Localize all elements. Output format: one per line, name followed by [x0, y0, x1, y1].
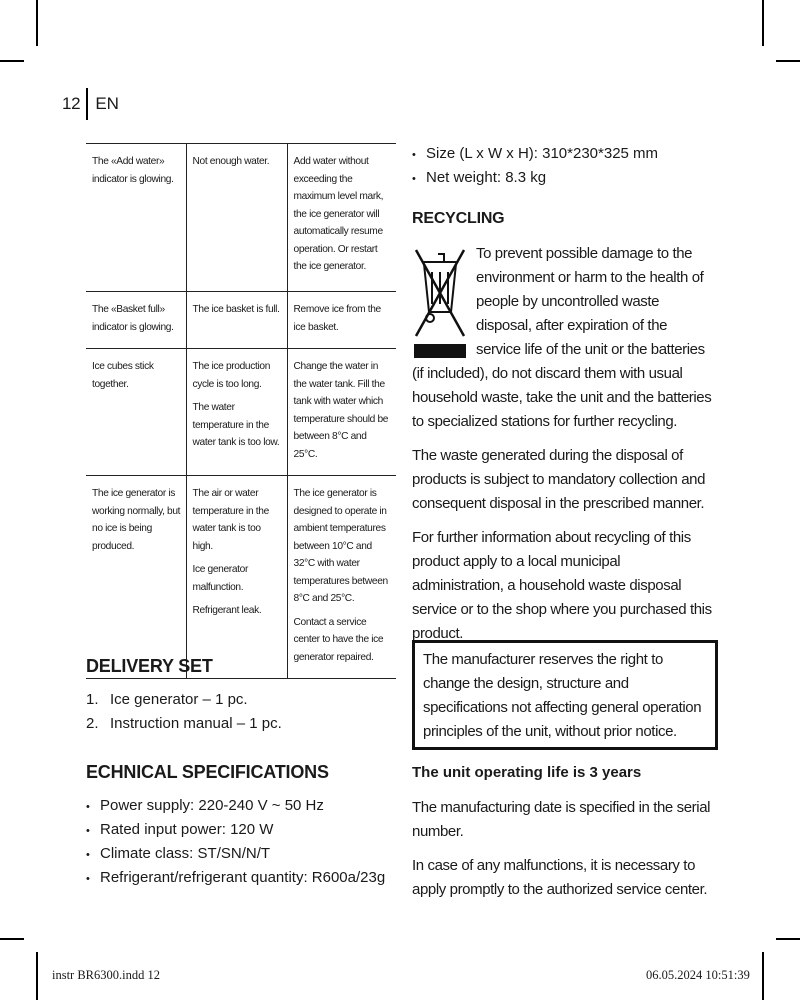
crop-mark — [36, 0, 38, 46]
cell-text: The ice production cycle is too long. — [192, 361, 271, 390]
cell-text: Contact a service center to have the ice generator repaired. — [293, 616, 384, 663]
footer-timestamp: 06.05.2024 10:51:39 — [646, 968, 750, 982]
manufacturing-date-text: The manufacturing date is specified in the serial number. — [412, 799, 711, 840]
service-info — [412, 796, 712, 912]
table-row — [86, 292, 396, 349]
troubleshooting-table — [86, 143, 396, 679]
cell-text: The «Add water» indicator is glowing. — [92, 156, 174, 185]
operating-life: The unit operating life is 3 years — [412, 764, 642, 781]
list-item: • Net weight: 8.3 kg — [412, 169, 547, 186]
table-cell-cause — [186, 349, 287, 476]
crossed-out-wheelie-bin-icon — [412, 244, 468, 362]
tech-specs-list-continued — [412, 142, 658, 190]
list-item: • Refrigerant/refrigerant quantity: R600a/23g — [86, 869, 386, 886]
delivery-set-title: DELIVERY SET — [86, 656, 213, 676]
table-cell-solution — [287, 292, 396, 349]
recycling-paragraph: For further information about recycling of this product apply to a local municipal administration, a household waste disposal service or to the shop where you purchased this product. — [412, 529, 712, 642]
crop-mark — [762, 0, 764, 46]
cell-text: The «Basket full» indicator is glowing. — [92, 304, 174, 333]
table-cell-solution — [287, 349, 396, 476]
table-row — [86, 349, 396, 476]
cell-text: Add water without exceeding the maximum level mark, the ice generator will automatically resume operation. Or restart the ice generator. — [293, 156, 384, 272]
table-cell-cause — [186, 476, 287, 679]
recycling-section — [412, 242, 712, 656]
recycling-paragraph: To prevent possible damage to the environment or harm to the health of people by uncontrolled waste disposal, after expiration of the service life of the unit or the batteries (if included), do not discard them with usual household waste, take the unit and the batteries to specialized stations for further recycling. — [412, 245, 712, 430]
page-header — [62, 88, 119, 120]
cell-text: Refrigerant leak. — [192, 605, 262, 616]
cell-text: Change the water in the water tank. Fill the tank with water which temperature should be between 8°C and 25°C. — [293, 361, 389, 460]
crop-mark — [776, 938, 800, 940]
cell-text: Remove ice from the ice basket. — [293, 304, 381, 333]
table-cell-problem — [86, 292, 186, 349]
crop-mark — [0, 938, 24, 940]
list-item: • Size (L x W x H): 310*230*325 mm — [412, 145, 659, 162]
table-row — [86, 476, 396, 679]
language-code: EN — [95, 94, 119, 113]
crop-mark — [776, 60, 800, 62]
delivery-set-list — [86, 688, 282, 736]
table-cell-problem — [86, 144, 186, 292]
table-row — [86, 144, 396, 292]
table-cell-solution — [287, 144, 396, 292]
tech-specs-list — [86, 794, 385, 890]
footer-file: instr BR6300.indd 12 — [52, 968, 160, 982]
list-item: 2. Instruction manual – 1 pc. — [86, 715, 282, 732]
list-item: • Power supply: 220-240 V ~ 50 Hz — [86, 797, 324, 814]
cell-text: Not enough water. — [192, 156, 270, 167]
recycling-paragraph: The waste generated during the disposal of products is subject to mandatory collection and consequent disposal in the prescribed manner. — [412, 447, 706, 512]
header-divider — [86, 88, 88, 120]
recycling-title: RECYCLING — [412, 210, 505, 227]
table-cell-cause — [186, 144, 287, 292]
cell-text: The ice generator is working normally, but no ice is being produced. — [92, 488, 181, 552]
crop-mark — [762, 952, 764, 1000]
list-item: • Climate class: ST/SN/N/T — [86, 845, 271, 862]
cell-text: The water temperature in the water tank is too low. — [192, 402, 280, 448]
table-cell-problem — [86, 476, 186, 679]
list-item: • Rated input power: 120 W — [86, 821, 274, 838]
cell-text: Ice cubes stick together. — [92, 361, 154, 390]
table-cell-cause — [186, 292, 287, 349]
malfunction-text: In case of any malfunctions, it is necessary to apply promptly to the authorized service center. — [412, 857, 708, 898]
page-number: 12 — [62, 94, 81, 113]
list-item: 1. Ice generator – 1 pc. — [86, 691, 248, 708]
manufacturer-notice-box: The manufacturer reserves the right to change the design, structure and specifications not affecting general operation principles of the unit, without prior notice. — [412, 640, 718, 750]
cell-text: The ice basket is full. — [192, 304, 280, 315]
cell-text: The air or water temperature in the water tank is too high. — [192, 488, 269, 552]
crop-mark — [36, 952, 38, 1000]
crop-mark — [0, 60, 24, 62]
tech-specs-title: ECHNICAL SPECIFICATIONS — [86, 762, 329, 782]
cell-text: The ice generator is designed to operate in ambient temperatures between 10°C and 32°C with water temperatures between 8°C and 25°C. — [293, 488, 388, 604]
cell-text: Ice generator malfunction. — [192, 564, 248, 593]
table-cell-problem — [86, 349, 186, 476]
table-cell-solution — [287, 476, 396, 679]
